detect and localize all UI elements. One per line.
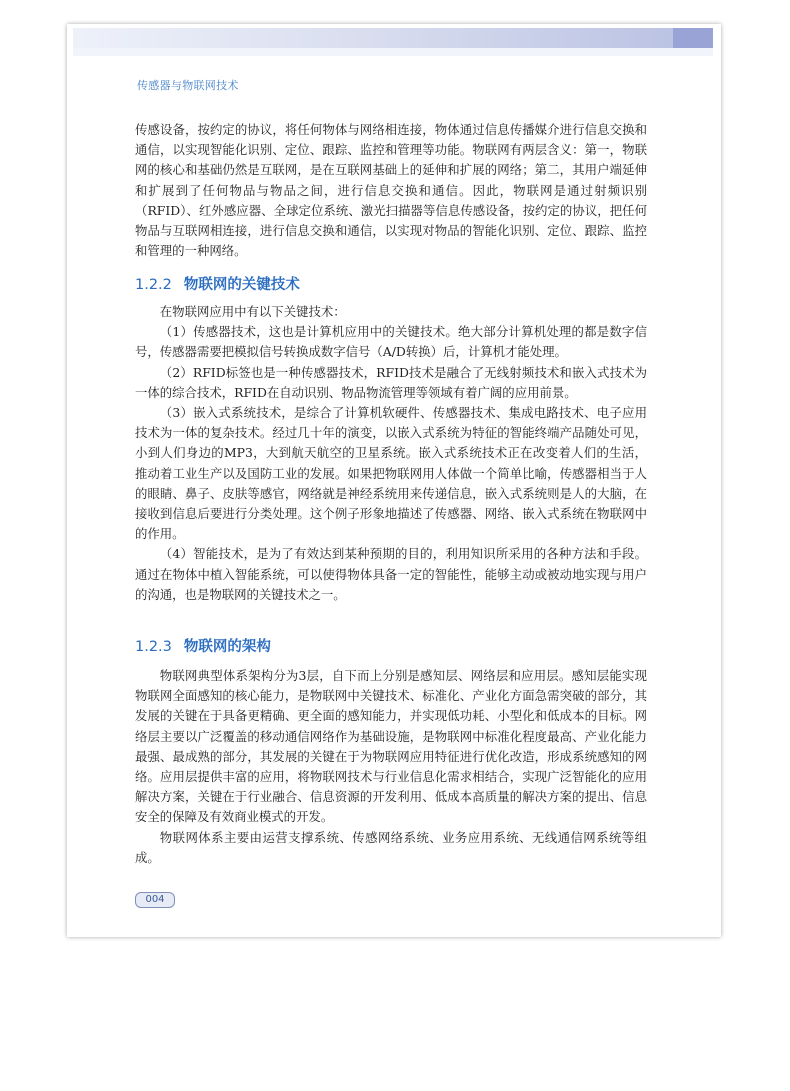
header-band bbox=[73, 28, 713, 48]
page-number: 004 bbox=[135, 892, 175, 908]
paragraph: 物联网体系主要由运营支撑系统、传感网络系统、业务应用系统、无线通信网系统等组成。 bbox=[135, 829, 647, 865]
paragraph: （1）传感器技术，这也是计算机应用中的关键技术。绝大部分计算机处理的都是数字信号，传感器需要把模拟信号转换成数字信号（A/D转换）后，计算机才能处理。 bbox=[135, 324, 647, 360]
header-band-light bbox=[73, 48, 713, 56]
section-title: 物联网的架构 bbox=[183, 638, 271, 655]
section-1-2-2-body bbox=[135, 302, 647, 605]
section-title: 物联网的关键技术 bbox=[183, 276, 300, 293]
intro-paragraph: 传感设备，按约定的协议，将任何物体与网络相连接，物体通过信息传播媒介进行信息交换和通信，以实现智能化识别、定位、跟踪、监控和管理等功能。物联网有两层含义：第一，物联网的核心和基础仍然是互联网，是在互联网基础上的延伸和扩展的网络；第二，其用户端延伸和扩展到了任何物品与物品之间，进行信息交换和通信。因此，物联网是通过射频识别（RFID）、红外感应器、全球定位系统、激光扫描器等信息传感设备，按约定的协议，把任何物品与互联网相连接，进行信息交换和通信，以实现对物品的智能化识别、定位、跟踪、监控和管理的一种网络。 bbox=[135, 122, 647, 259]
section-heading-1-2-3 bbox=[135, 637, 271, 657]
paragraph: （4）智能技术，是为了有效达到某种预期的目的，利用知识所采用的各种方法和手段。通过在物体中植入智能系统，可以使得物体具备一定的智能性，能够主动或被动地实现与用户的沟通，也是物联网的关键技术之一。 bbox=[135, 546, 647, 602]
section-1-2-3-body bbox=[135, 666, 647, 868]
running-head: 传感器与物联网技术 bbox=[137, 79, 239, 92]
paragraph: （3）嵌入式系统技术，是综合了计算机软硬件、传感器技术、集成电路技术、电子应用技术为一体的复杂技术。经过几十年的演变，以嵌入式系统为特征的智能终端产品随处可见，小到人们身边的MP3，大到航天航空的卫星系统。嵌入式系统技术正在改变着人们的生活，推动着工业生产以及国防工业的发展。如果把物联网用人体做一个简单比喻，传感器相当于人的眼睛、鼻子、皮肤等感官，网络就是神经系统用来传递信息，嵌入式系统则是人的大脑，在接收到信息后要进行分类处理。这个例子形象地描述了传感器、网络、嵌入式系统在物联网中的作用。 bbox=[135, 405, 647, 542]
paragraph: （2）RFID标签也是一种传感器技术，RFID技术是融合了无线射频技术和嵌入式技术为一体的综合技术，RFID在自动识别、物品物流管理等领域有着广阔的应用前景。 bbox=[135, 364, 647, 400]
book-page bbox=[67, 24, 721, 937]
section-number: 1.2.2 bbox=[135, 277, 172, 293]
section-number: 1.2.3 bbox=[135, 639, 172, 655]
header-band-accent bbox=[673, 28, 713, 48]
paragraph: 在物联网应用中有以下关键技术： bbox=[159, 304, 346, 319]
section-heading-1-2-2 bbox=[135, 275, 300, 295]
paragraph: 物联网典型体系架构分为3层，自下而上分别是感知层、网络层和应用层。感知层能实现物联网全面感知的核心能力，是物联网中关键技术、标准化、产业化方面急需突破的部分，其发展的关键在于具备更精确、更全面的感知能力，并实现低功耗、小型化和低成本的目标。网络层主要以广泛覆盖的移动通信网络作为基础设施，是物联网中标准化程度最高、产业化能力最强、最成熟的部分，其发展的关键在于为物联网应用特征进行优化改造，形成系统感知的网络。应用层提供丰富的应用，将物联网技术与行业信息化需求相结合，实现广泛智能化的应用解决方案，关键在于行业融合、信息资源的开发利用、低成本高质量的解决方案的提出、信息安全的保障及有效商业模式的开发。 bbox=[135, 668, 647, 825]
intro-block bbox=[135, 120, 647, 261]
